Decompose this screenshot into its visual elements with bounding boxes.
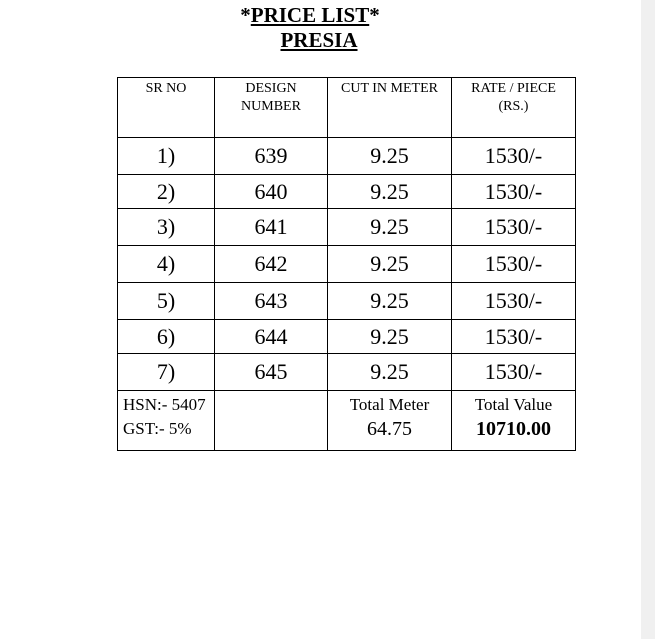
cell-sr-no: 6) — [118, 320, 215, 354]
total-value-cell — [452, 391, 576, 451]
cell-cut-in-meter: 9.25 — [328, 320, 452, 354]
total-meter-cell — [328, 391, 452, 451]
header-sr-no: SR NO — [118, 78, 215, 138]
total-meter-value: 64.75 — [367, 418, 412, 440]
cell-sr-no: 4) — [118, 246, 215, 283]
cell-rate: 1530/- — [452, 283, 576, 320]
right-gutter — [641, 0, 655, 639]
total-value-amount: 10710.00 — [476, 418, 551, 440]
cell-design-number: 640 — [215, 175, 328, 209]
page-title — [0, 3, 620, 53]
cell-rate: 1530/- — [452, 354, 576, 391]
title-brand: PRESIA — [280, 28, 358, 52]
cell-cut-in-meter: 9.25 — [328, 175, 452, 209]
cell-cut-in-meter: 9.25 — [328, 246, 452, 283]
table-row — [118, 175, 576, 209]
cell-design-number: 643 — [215, 283, 328, 320]
cell-sr-no: 7) — [118, 354, 215, 391]
cell-design-number: 641 — [215, 209, 328, 246]
cell-cut-in-meter: 9.25 — [328, 354, 452, 391]
cell-sr-no: 5) — [118, 283, 215, 320]
title-line-price-list — [0, 3, 620, 28]
cell-cut-in-meter: 9.25 — [328, 283, 452, 320]
empty-cell — [215, 391, 328, 451]
cell-design-number: 642 — [215, 246, 328, 283]
hsn-code: HSN:- 5407 — [123, 395, 206, 414]
cell-design-number: 645 — [215, 354, 328, 391]
table-row — [118, 209, 576, 246]
cell-sr-no: 1) — [118, 138, 215, 175]
table-header-row — [118, 78, 576, 138]
table-row — [118, 138, 576, 175]
cell-rate: 1530/- — [452, 138, 576, 175]
title-line-brand — [0, 28, 620, 53]
cell-design-number: 639 — [215, 138, 328, 175]
cell-cut-in-meter: 9.25 — [328, 209, 452, 246]
cell-rate: 1530/- — [452, 320, 576, 354]
table-row — [118, 283, 576, 320]
cell-rate: 1530/- — [452, 209, 576, 246]
cell-rate: 1530/- — [452, 175, 576, 209]
title-asterisk-left: * — [240, 3, 251, 27]
cell-sr-no: 3) — [118, 209, 215, 246]
cell-sr-no: 2) — [118, 175, 215, 209]
table-footer-row — [118, 391, 576, 451]
tax-info-cell — [118, 391, 215, 451]
price-table — [117, 77, 576, 451]
total-meter-label: Total Meter — [349, 395, 430, 414]
cell-cut-in-meter: 9.25 — [328, 138, 452, 175]
header-cut-in-meter: CUT IN METER — [328, 78, 452, 138]
cell-rate: 1530/- — [452, 246, 576, 283]
header-rate-per-piece: RATE / PIECE (RS.) — [452, 78, 576, 138]
gst-rate: GST:- 5% — [123, 419, 192, 438]
cell-design-number: 644 — [215, 320, 328, 354]
title-asterisk-right: * — [369, 3, 380, 27]
title-price-list: PRICE LIST — [250, 3, 370, 27]
table-row — [118, 246, 576, 283]
table-row — [118, 320, 576, 354]
header-design-number: DESIGN NUMBER — [215, 78, 328, 138]
table-row — [118, 354, 576, 391]
total-value-label: Total Value — [474, 395, 553, 414]
